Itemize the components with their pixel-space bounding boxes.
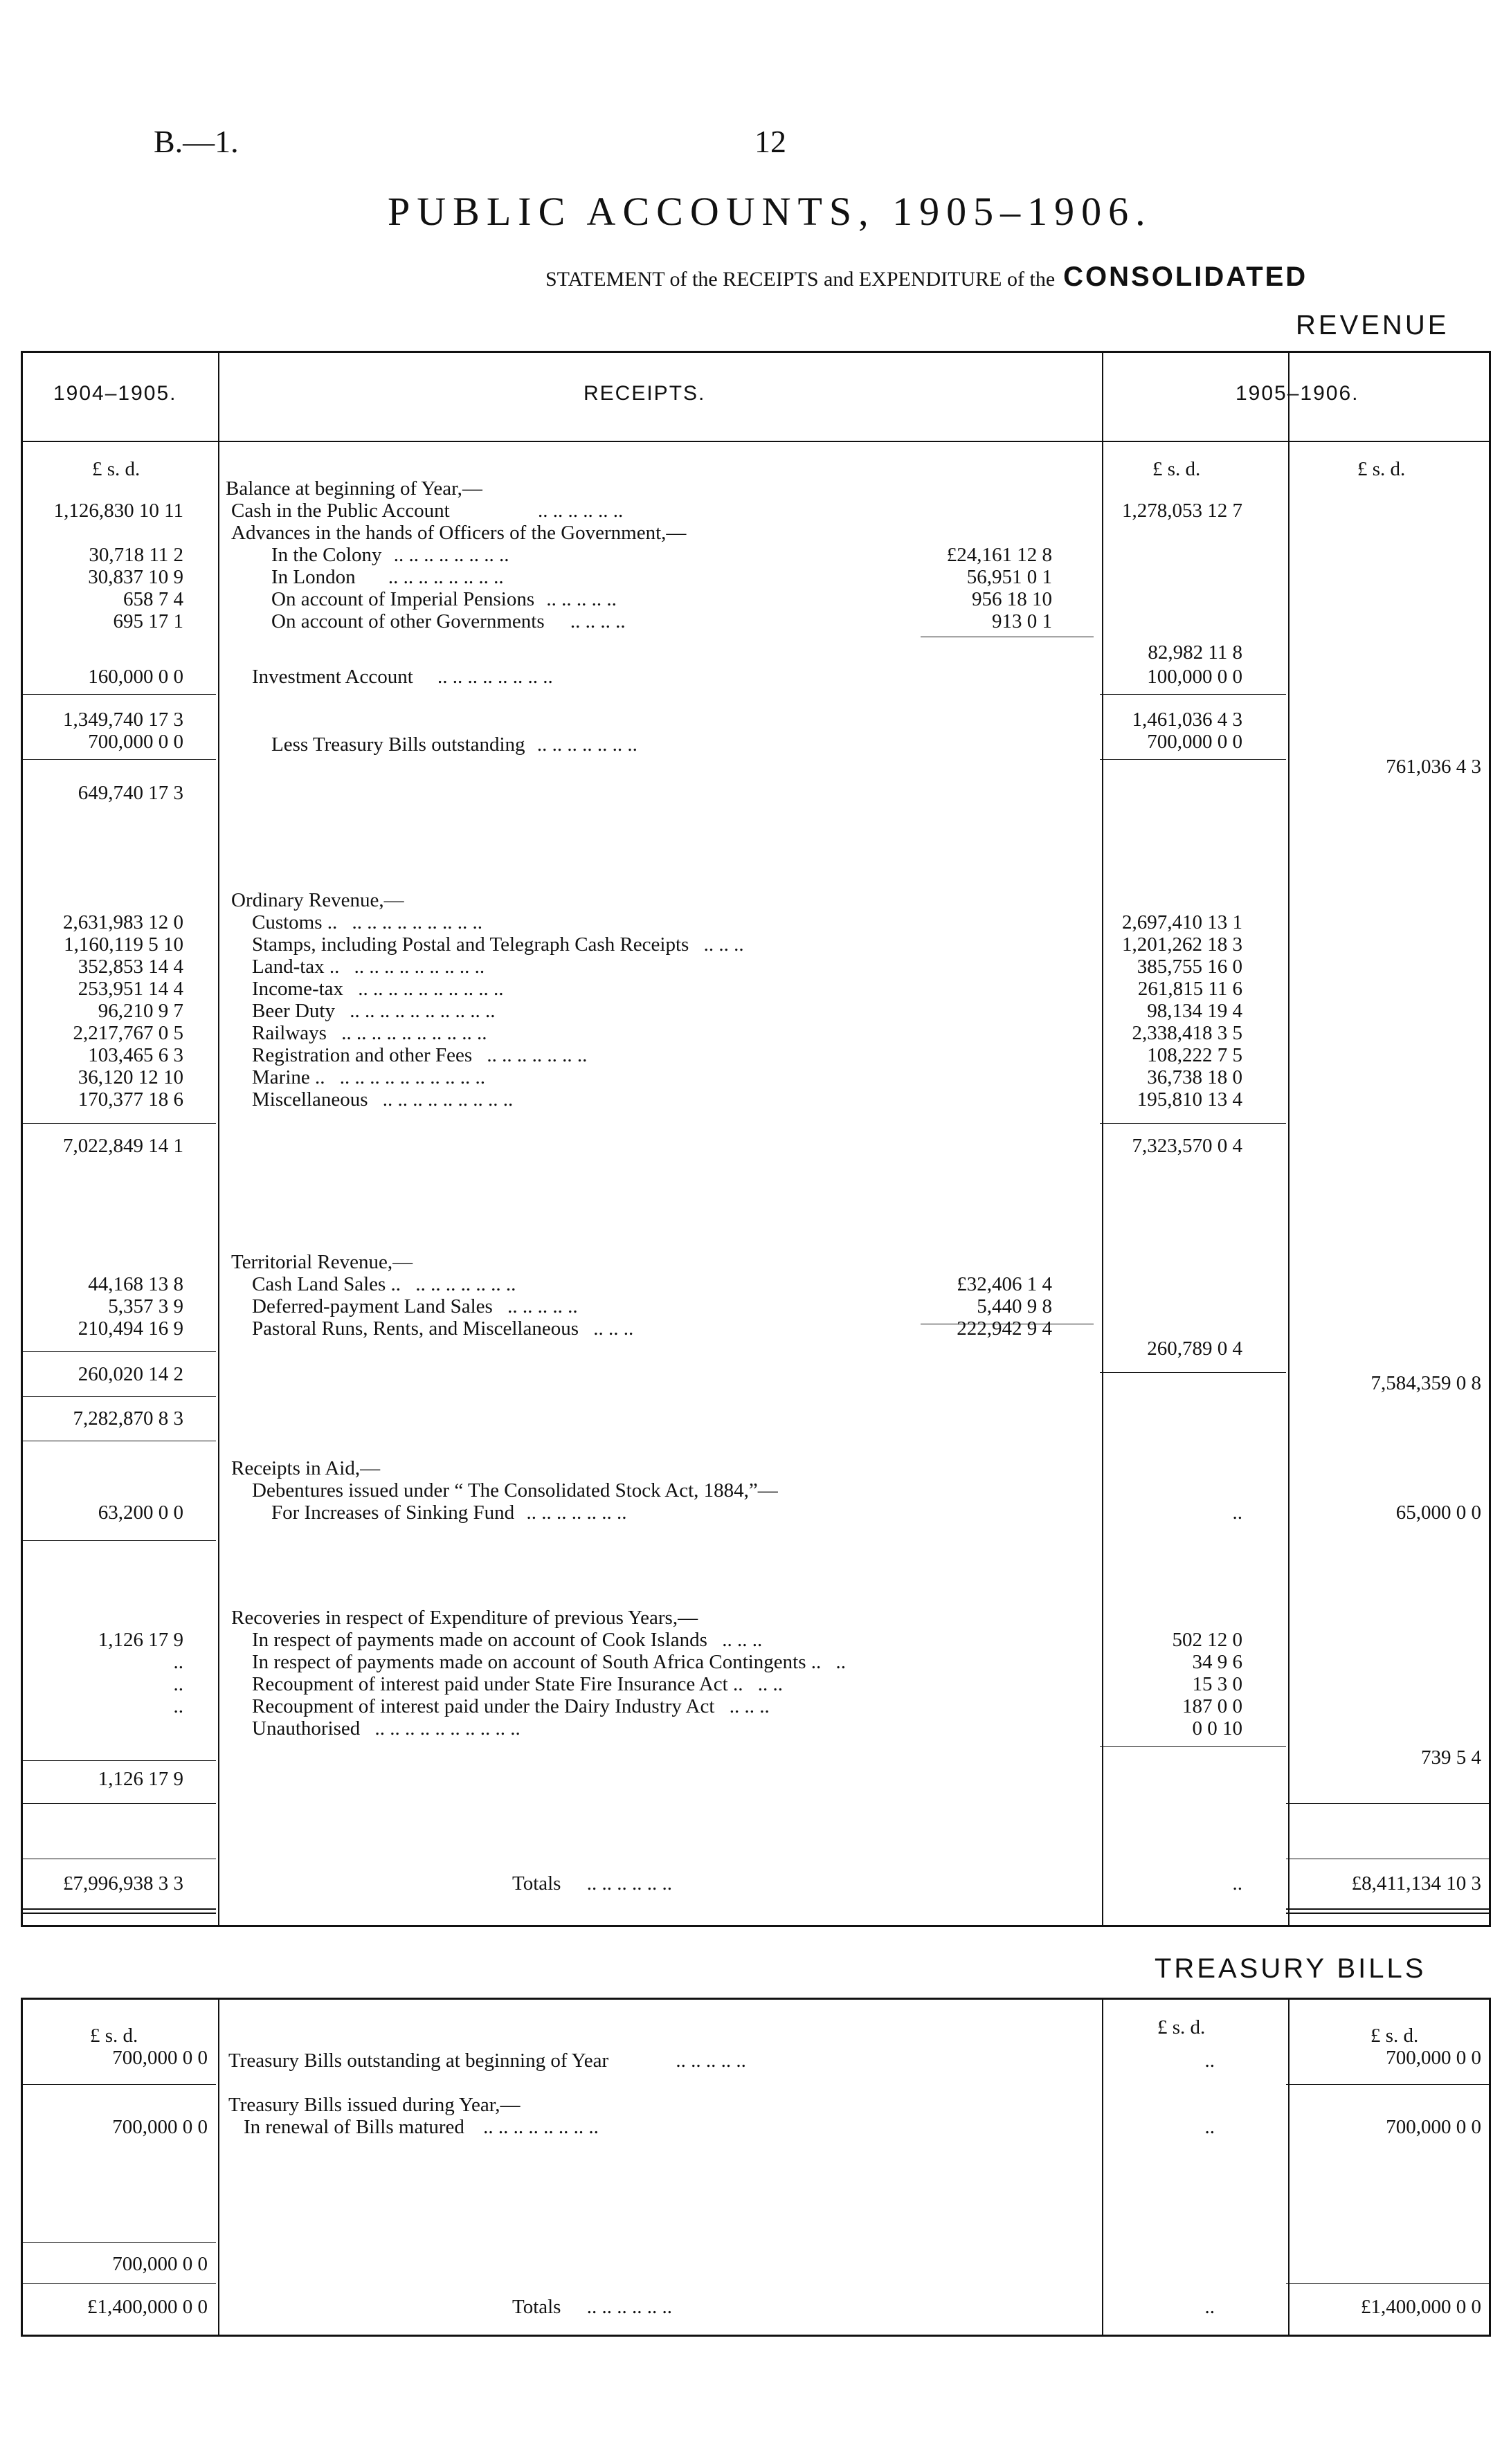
col-divider: [218, 353, 219, 1925]
prev-value: 700,000 0 0: [88, 731, 183, 753]
curr-value-b: 761,036 4 3: [1386, 756, 1481, 778]
territorial-sub: 222,942 9 4: [957, 1317, 1052, 1340]
territorial-total-a: 260,789 0 4: [1147, 1338, 1242, 1360]
section-revenue-heading: REVENUE: [1296, 310, 1449, 340]
revenue-grand-prev: 7,282,870 8 3: [73, 1407, 183, 1430]
tb-row2-a: ..: [1204, 2116, 1215, 2138]
ordinary-a: 195,810 13 4: [1137, 1088, 1242, 1111]
page-number: 12: [754, 124, 786, 159]
prev-value: 1,126,830 10 11: [53, 500, 183, 522]
aid-prev: 63,200 0 0: [98, 1502, 183, 1524]
aid-line1: Debentures issued under “ The Consolidated Stock Act, 1884,”—: [252, 1479, 778, 1502]
subtotal-rule: [21, 1396, 216, 1397]
header-rule: [23, 441, 1489, 442]
subtotal-rule: [1286, 2283, 1491, 2284]
tb-row2-label: In renewal of Bills matured .. .. .. .. .. .. .. ..: [244, 2116, 599, 2138]
tb-row2-prev: 700,000 0 0: [112, 2116, 208, 2138]
ordinary-a: 385,755 16 0: [1137, 956, 1242, 978]
recoveries-label: Recoupment of interest paid under the Dairy Industry Act .. .. ..: [252, 1695, 770, 1717]
recoveries-a: 15 3 0: [1192, 1673, 1242, 1695]
recoveries-a: 187 0 0: [1182, 1695, 1242, 1717]
recoveries-heading: Recoveries in respect of Expenditure of previous Years,—: [231, 1607, 698, 1629]
totals-double-rule: [21, 1913, 216, 1914]
sub-value: 956 18 10: [972, 588, 1052, 610]
ordinary-prev: 36,120 12 10: [78, 1066, 183, 1088]
subtotal-rule: [21, 1123, 216, 1124]
subtotal-rule: [21, 1351, 216, 1352]
ordinary-prev: 170,377 18 6: [78, 1088, 183, 1111]
col-divider: [1288, 353, 1290, 1925]
recoveries-prev: 1,126 17 9: [98, 1629, 183, 1651]
recoveries-prev: ..: [173, 1673, 183, 1695]
subtotal-rule: [1100, 1123, 1286, 1124]
treasury-table: [21, 1998, 1491, 2337]
recoveries-prev: ..: [173, 1651, 183, 1673]
tb-row1-prev: 700,000 0 0: [112, 2047, 208, 2069]
ordinary-label: Railways .. .. .. .. .. .. .. .. .. ..: [252, 1022, 487, 1044]
recoveries-label: Unauthorised .. .. .. .. .. .. .. .. .. ..: [252, 1717, 521, 1740]
territorial-heading: Territorial Revenue,—: [231, 1251, 413, 1273]
recoveries-total-prev: 1,126 17 9: [98, 1768, 183, 1790]
ordinary-prev: 96,210 9 7: [98, 1000, 183, 1022]
subtotal-rule: [21, 1803, 216, 1804]
ordinary-a: 1,201,262 18 3: [1122, 933, 1242, 956]
subtotal-rule: [21, 2242, 216, 2243]
totals-prev: £7,996,938 3 3: [63, 1872, 183, 1895]
subtotal-rule: [1100, 1372, 1286, 1373]
totals-double-rule: [21, 1908, 216, 1910]
row-label: Cash in the Public Account .. .. .. .. .. ..: [231, 500, 624, 522]
revenue-grand-b: 7,584,359 0 8: [1370, 1372, 1481, 1394]
territorial-sub: 5,440 9 8: [977, 1295, 1052, 1317]
territorial-label: Cash Land Sales .. .. .. .. .. .. .. ..: [252, 1273, 516, 1295]
territorial-total-prev: 260,020 14 2: [78, 1363, 183, 1385]
territorial-label: Deferred-payment Land Sales .. .. .. .. ..: [252, 1295, 578, 1317]
sub-value: 56,951 0 1: [966, 566, 1052, 588]
ordinary-total-a: 7,323,570 0 4: [1132, 1135, 1242, 1157]
recoveries-prev: ..: [173, 1695, 183, 1717]
tb-row2-b: 700,000 0 0: [1386, 2116, 1481, 2138]
recoveries-label: In respect of payments made on account of Cook Islands .. .. ..: [252, 1629, 763, 1651]
ordinary-prev: 2,631,983 12 0: [63, 911, 183, 933]
ordinary-prev: 103,465 6 3: [88, 1044, 183, 1066]
prev-value: 30,837 10 9: [88, 566, 183, 588]
prev-value: 695 17 1: [113, 610, 183, 632]
prev-value: 1,349,740 17 3: [63, 709, 183, 731]
row-label: In London .. .. .. .. .. .. .. ..: [271, 566, 504, 588]
tb-heading2: Treasury Bills issued during Year,—: [228, 2094, 521, 2116]
totals-label: Totals .. .. .. .. .. ..: [512, 1872, 672, 1895]
totals-a: ..: [1232, 1872, 1242, 1895]
document-reference: B.—1.: [154, 124, 239, 159]
ordinary-label: Marine .. .. .. .. .. .. .. .. .. .. ..: [252, 1066, 485, 1088]
recoveries-total-b: 739 5 4: [1421, 1746, 1481, 1769]
col-divider: [1288, 2000, 1290, 2335]
curr-value-a: 82,982 11 8: [1148, 641, 1242, 664]
ordinary-label: Customs .. .. .. .. .. .. .. .. .. ..: [252, 911, 483, 933]
row-label: On account of other Governments .. .. .. ..: [271, 610, 626, 632]
tb-row1-label: Treasury Bills outstanding at beginning of Year .. .. .. .. ..: [228, 2050, 746, 2072]
tb-totals-label: Totals .. .. .. .. .. ..: [512, 2296, 672, 2318]
sub-value: 913 0 1: [992, 610, 1052, 632]
subtotal-rule: [21, 2084, 216, 2085]
ordinary-prev: 2,217,767 0 5: [73, 1022, 183, 1044]
territorial-label: Pastoral Runs, Rents, and Miscellaneous .. .. ..: [252, 1317, 634, 1340]
col-head-receipts: RECEIPTS.: [583, 382, 706, 405]
ordinary-a: 98,134 19 4: [1147, 1000, 1242, 1022]
subtotal-rule: [1100, 694, 1286, 695]
prev-value: 658 7 4: [123, 588, 183, 610]
ordinary-a: 2,338,418 3 5: [1132, 1022, 1242, 1044]
statement-bold: CONSOLIDATED: [1063, 262, 1308, 292]
ordinary-a: 261,815 11 6: [1137, 978, 1242, 1000]
col-head-curr-year: 1905–1906.: [1236, 382, 1359, 405]
statement-heading: [545, 262, 1308, 293]
subtotal-rule: [1286, 1803, 1491, 1804]
prev-value: 649,740 17 3: [78, 782, 183, 804]
ordinary-prev: 1,160,119 5 10: [64, 933, 183, 956]
col-divider: [218, 2000, 219, 2335]
totals-double-rule: [1286, 1908, 1491, 1910]
curr-value-a: 100,000 0 0: [1147, 666, 1242, 688]
curr-value-a: 1,278,053 12 7: [1122, 500, 1242, 522]
subtotal-rule: [21, 759, 216, 760]
ordinary-a: 36,738 18 0: [1147, 1066, 1242, 1088]
statement-prefix: STATEMENT of the RECEIPTS and EXPENDITURE of the: [545, 268, 1056, 291]
col-head-prev-year: 1904–1905.: [53, 382, 177, 405]
recoveries-a: 0 0 10: [1192, 1717, 1242, 1740]
curr-value-a: 1,461,036 4 3: [1132, 709, 1242, 731]
section-treasury-heading: TREASURY BILLS: [1155, 1953, 1427, 1984]
tb-currency-head-b: £ s. d.: [1370, 2025, 1419, 2047]
subtotal-rule: [21, 1760, 216, 1761]
aid-line2: For Increases of Sinking Fund .. .. .. .. .. .. ..: [271, 1502, 627, 1524]
tb-currency-head-prev: £ s. d.: [90, 2025, 138, 2047]
recoveries-label: In respect of payments made on account of South Africa Contingents .. ..: [252, 1651, 847, 1673]
curr-value-a: 700,000 0 0: [1147, 731, 1242, 753]
ordinary-label: Stamps, including Postal and Telegraph Cash Receipts .. .. ..: [252, 933, 744, 956]
tb-totals-b: £1,400,000 0 0: [1361, 2296, 1481, 2318]
currency-head-prev: £ s. d.: [92, 458, 141, 480]
tb-row1-b: 700,000 0 0: [1386, 2047, 1481, 2069]
tb-currency-head-a: £ s. d.: [1157, 2016, 1206, 2038]
territorial-prev: 5,357 3 9: [108, 1295, 183, 1317]
row-label: Investment Account .. .. .. .. .. .. .. ..: [252, 666, 553, 688]
prev-value: 160,000 0 0: [88, 666, 183, 688]
recoveries-label: Recoupment of interest paid under State Fire Insurance Act .. .. ..: [252, 1673, 783, 1695]
row-label: Less Treasury Bills outstanding .. .. .. .. .. .. ..: [271, 733, 637, 756]
row-label: On account of Imperial Pensions .. .. .. .. ..: [271, 588, 617, 610]
ordinary-label: Land-tax .. .. .. .. .. .. .. .. .. ..: [252, 956, 485, 978]
page-title: PUBLIC ACCOUNTS, 1905–1906.: [388, 189, 1152, 234]
subtotal-rule: [21, 2283, 216, 2284]
subtotal-rule: [21, 694, 216, 695]
ordinary-a: 2,697,410 13 1: [1122, 911, 1242, 933]
totals-b: £8,411,134 10 3: [1351, 1872, 1481, 1895]
tb-row1-a: ..: [1204, 2050, 1215, 2072]
territorial-sub: £32,406 1 4: [957, 1273, 1052, 1295]
tb-totals-prev: £1,400,000 0 0: [87, 2296, 208, 2318]
subtotal-rule: [1100, 759, 1286, 760]
tb-totals-a: ..: [1204, 2296, 1215, 2318]
ordinary-label: Registration and other Fees .. .. .. .. .. .. ..: [252, 1044, 588, 1066]
sub-value: £24,161 12 8: [946, 544, 1052, 566]
row-label: Balance at beginning of Year,—: [226, 477, 482, 500]
tb-subtotal-prev: 700,000 0 0: [112, 2253, 208, 2275]
ordinary-label: Miscellaneous .. .. .. .. .. .. .. .. ..: [252, 1088, 514, 1111]
subtotal-rule: [1100, 1746, 1286, 1747]
ordinary-prev: 253,951 14 4: [78, 978, 183, 1000]
territorial-prev: 210,494 16 9: [78, 1317, 183, 1340]
row-label: Advances in the hands of Officers of the Government,—: [231, 522, 687, 544]
currency-head-b: £ s. d.: [1357, 458, 1406, 480]
territorial-prev: 44,168 13 8: [88, 1273, 183, 1295]
currency-head-a: £ s. d.: [1152, 458, 1201, 480]
ordinary-heading: Ordinary Revenue,—: [231, 889, 404, 911]
ordinary-label: Income-tax .. .. .. .. .. .. .. .. .. ..: [252, 978, 504, 1000]
ordinary-a: 108,222 7 5: [1147, 1044, 1242, 1066]
aid-heading: Receipts in Aid,—: [231, 1457, 381, 1479]
recoveries-a: 34 9 6: [1192, 1651, 1242, 1673]
prev-value: 30,718 11 2: [89, 544, 183, 566]
totals-double-rule: [1286, 1913, 1491, 1914]
ordinary-label: Beer Duty .. .. .. .. .. .. .. .. .. ..: [252, 1000, 496, 1022]
ordinary-total-prev: 7,022,849 14 1: [63, 1135, 183, 1157]
ordinary-prev: 352,853 14 4: [78, 956, 183, 978]
aid-a: ..: [1232, 1502, 1242, 1524]
aid-b: 65,000 0 0: [1395, 1502, 1481, 1524]
recoveries-a: 502 12 0: [1172, 1629, 1242, 1651]
subtotal-rule: [1286, 2084, 1491, 2085]
row-label: In the Colony .. .. .. .. .. .. .. ..: [271, 544, 509, 566]
subtotal-rule: [21, 1540, 216, 1541]
